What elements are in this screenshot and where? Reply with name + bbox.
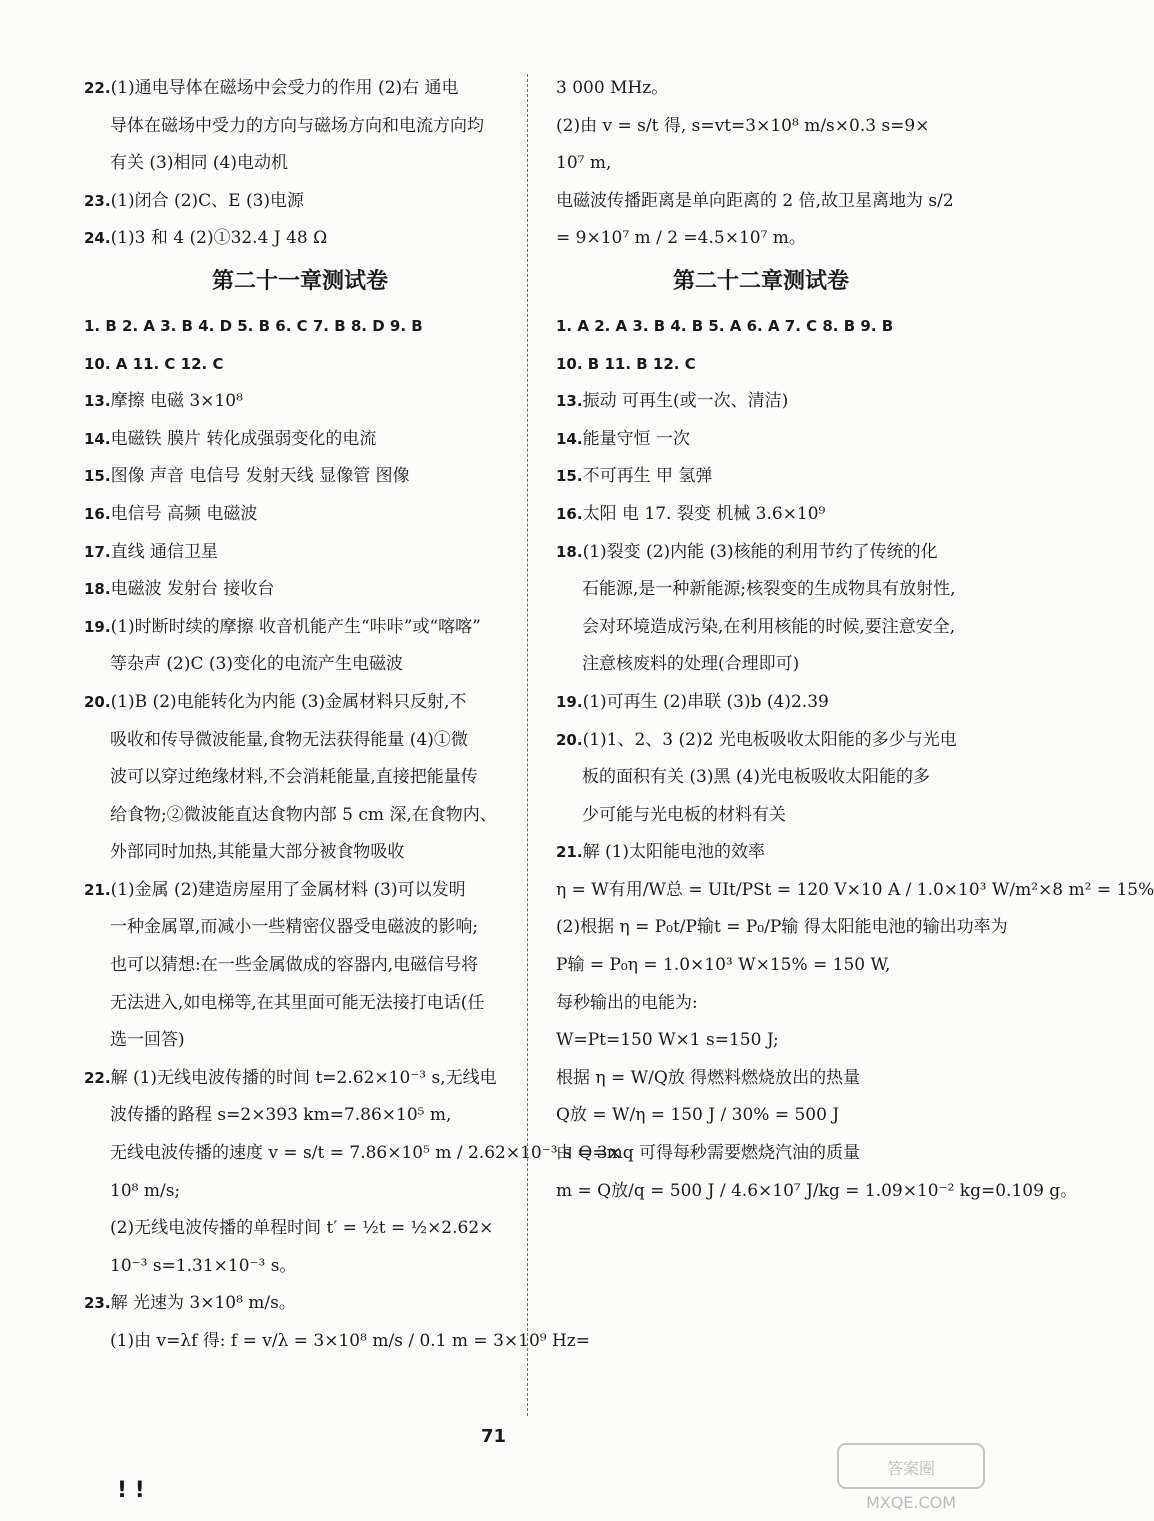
answer-line — [556, 834, 966, 872]
answer-text: 每秒输出的电能为: — [556, 992, 698, 1013]
answer-text: 选一回答) — [110, 1030, 185, 1051]
answer-text: 波传播的路程 s=2×393 km=7.86×10⁵ m, — [110, 1105, 452, 1126]
answer-line — [84, 872, 516, 910]
answer-text: 10⁷ m, — [556, 153, 612, 174]
answer-text: 解 光速为 3×10⁸ m/s。 — [110, 1293, 296, 1314]
answer-line — [84, 1135, 622, 1173]
answer-line — [556, 458, 966, 496]
answer-text: 由 Q=mq 可得每秒需要燃烧汽油的质量 — [556, 1143, 860, 1164]
watermark-logo — [836, 1440, 986, 1514]
question-number: 13. — [556, 392, 583, 411]
question-number: 13. — [84, 392, 111, 411]
question-number: 15. — [84, 467, 111, 486]
answer-text: (1)1、2、3 (2)2 光电板吸收太阳能的多少与光电 — [582, 729, 957, 750]
answer-text: 波可以穿过绝缘材料,不会消耗能量,直接把能量传 — [110, 767, 478, 788]
answer-text: 根据 η = W/Q放 得燃料燃烧放出的热量 — [556, 1067, 861, 1088]
question-number: 22. — [84, 1068, 111, 1087]
answer-text: (1)3 和 4 (2)①32.4 J 48 Ω — [110, 228, 328, 249]
answer-text: 石能源,是一种新能源;核裂变的生成物具有放射性, — [582, 579, 956, 600]
answer-text: (1)由 v=λf 得: f = v/λ = 3×10⁸ m/s / 0.1 m = 3×10⁹ Hz= — [110, 1331, 591, 1351]
answer-text: (2)无线电波传播的单程时间 t′ = ½t = ½×2.62× — [110, 1218, 494, 1239]
answer-text: 电磁波传播距离是单向距离的 2 倍,故卫星离地为 s/2 — [556, 190, 954, 211]
answer-line — [84, 646, 516, 684]
answer-line — [556, 220, 966, 258]
page-number: 71 — [481, 1426, 507, 1447]
answer-line — [556, 571, 966, 609]
answer-text: W=Pt=150 W×1 s=150 J; — [556, 1030, 779, 1051]
answer-line — [84, 308, 516, 346]
answer-text: 注意核废料的处理(合理即可) — [582, 654, 800, 675]
question-number: 20. — [556, 730, 583, 749]
answer-line — [84, 722, 516, 760]
answer-line — [84, 496, 516, 534]
answer-line — [556, 684, 966, 722]
question-number: 21. — [84, 880, 111, 899]
answer-text: 电磁波 发射台 接收台 — [110, 579, 275, 600]
answer-text: 少可能与光电板的材料有关 — [582, 804, 786, 825]
answer-text: 能量守恒 一次 — [582, 428, 690, 449]
answer-line — [556, 646, 966, 684]
answer-line — [84, 909, 516, 947]
question-number: 16. — [84, 504, 111, 523]
answer-line — [84, 1248, 516, 1286]
answer-line — [556, 872, 1154, 910]
answer-text: 吸收和传导微波能量,食物无法获得能量 (4)①微 — [110, 729, 468, 750]
answer-text: 10⁻³ s=1.31×10⁻³ s。 — [110, 1255, 297, 1276]
answer-line — [84, 346, 516, 384]
answer-line — [84, 108, 516, 146]
question-number: 20. — [84, 692, 111, 711]
answer-text: 有关 (3)相同 (4)电动机 — [110, 153, 288, 174]
answer-line — [556, 308, 966, 346]
answer-text: (1)闭合 (2)C、E (3)电源 — [110, 190, 305, 211]
answer-text: 10⁸ m/s; — [110, 1180, 181, 1201]
section-title: 第二十一章测试卷 — [211, 268, 388, 294]
answer-text: P输 = P₀η = 1.0×10³ W×15% = 150 W, — [556, 955, 891, 976]
question-number: 19. — [84, 617, 111, 636]
answer-line — [556, 346, 966, 384]
answer-text: (1)可再生 (2)串联 (3)b (4)2.39 — [582, 691, 829, 712]
answer-text: 也可以猜想:在一些金属做成的容器内,电磁信号将 — [110, 955, 479, 976]
answer-line — [84, 797, 516, 835]
answer-line — [556, 759, 966, 797]
question-number: 14. — [556, 429, 583, 448]
answer-line — [556, 1060, 966, 1098]
section-title: 第二十二章测试卷 — [672, 268, 849, 294]
question-number: 18. — [556, 542, 583, 561]
answer-line — [84, 421, 516, 459]
answer-text: 不可再生 甲 氢弹 — [582, 466, 713, 487]
answer-text: 板的面积有关 (3)黑 (4)光电板吸收太阳能的多 — [582, 767, 930, 788]
answer-text: 10. A 11. C 12. C — [84, 354, 224, 373]
answer-text: Q放 = W/η = 150 J / 30% = 500 J — [556, 1105, 840, 1126]
answer-text: 摩擦 电磁 3×10⁸ — [110, 391, 243, 412]
answer-line — [84, 220, 516, 258]
answer-text: 会对环境造成污染,在利用核能的时候,要注意安全, — [582, 616, 956, 637]
answer-line — [84, 985, 516, 1023]
question-number: 17. — [84, 542, 111, 561]
answer-text: η = W有用/W总 = UIt/PSt = 120 V×10 A / 1.0×10³ W/m²×8 m² = 15% — [556, 879, 1154, 900]
question-number: 21. — [556, 843, 583, 862]
footer-mark: ! ! — [117, 1478, 145, 1503]
answer-text: 太阳 电 17. 裂变 机械 3.6×10⁹ — [582, 503, 826, 524]
answer-text: 3 000 MHz。 — [556, 78, 669, 98]
answer-line — [84, 1210, 516, 1248]
answer-line — [84, 947, 516, 985]
answer-text: (2)由 v = s/t 得, s=vt=3×10⁸ m/s×0.3 s=9× — [556, 115, 930, 136]
answer-text: 直线 通信卫星 — [110, 541, 218, 562]
answer-line — [556, 183, 966, 221]
question-number: 23. — [84, 1294, 111, 1313]
answer-line — [556, 1173, 1078, 1211]
question-number: 15. — [556, 467, 583, 486]
answer-text: 给食物;②微波能直达食物内部 5 cm 深,在食物内、 — [110, 804, 497, 825]
answer-line — [84, 834, 516, 872]
answer-line — [556, 145, 966, 183]
answer-text: = 9×10⁷ m / 2 =4.5×10⁷ m。 — [556, 228, 806, 249]
answer-line — [556, 909, 1008, 947]
answer-line — [84, 1097, 516, 1135]
right-column — [556, 70, 1154, 1210]
answer-line — [556, 1022, 966, 1060]
question-number: 23. — [84, 191, 111, 210]
answer-line — [84, 383, 516, 421]
answer-line — [556, 70, 966, 108]
answer-line — [84, 1173, 516, 1211]
answer-text: (1)通电导体在磁场中会受力的作用 (2)右 通电 — [110, 78, 459, 98]
answer-line — [84, 534, 516, 572]
answer-text: 导体在磁场中受力的方向与磁场方向和电流方向均 — [110, 115, 484, 136]
answer-text: (1)裂变 (2)内能 (3)核能的利用节约了传统的化 — [582, 541, 938, 562]
answer-line — [84, 70, 516, 108]
answer-text: 一种金属罩,而减小一些精密仪器受电磁波的影响; — [110, 917, 479, 938]
answer-text: 1. A 2. A 3. B 4. B 5. A 6. A 7. C 8. B 9. B — [556, 316, 894, 335]
answer-line — [84, 684, 516, 722]
answer-line — [84, 145, 516, 183]
question-number: 19. — [556, 692, 583, 711]
answer-line — [556, 108, 966, 146]
answer-line — [84, 1323, 591, 1361]
answer-line — [84, 609, 516, 647]
answer-text: (1)B (2)电能转化为内能 (3)金属材料只反射,不 — [110, 691, 467, 712]
answer-line — [84, 1022, 516, 1060]
column-divider — [527, 74, 528, 1416]
answer-text: 振动 可再生(或一次、清洁) — [582, 391, 789, 412]
answer-line — [84, 1060, 516, 1098]
answer-line — [556, 534, 966, 572]
answer-line — [84, 183, 516, 221]
answer-text: 电信号 高频 电磁波 — [110, 503, 258, 524]
answer-text: 等杂声 (2)C (3)变化的电流产生电磁波 — [110, 654, 403, 675]
answer-text: (2)根据 η = P₀t/P输t = P₀/P输 得太阳能电池的输出功率为 — [556, 917, 1008, 938]
question-number: 24. — [84, 229, 111, 248]
answer-line — [556, 383, 966, 421]
answer-text: 无线电波传播的速度 v = s/t = 7.86×10⁵ m / 2.62×10⁻³ s = 3× — [110, 1143, 622, 1164]
answer-line — [84, 571, 516, 609]
answer-text: 解 (1)太阳能电池的效率 — [582, 842, 766, 863]
question-number: 22. — [84, 79, 111, 97]
answer-line — [556, 421, 966, 459]
answer-text: (1)时断时续的摩擦 收音机能产生“咔咔”或“喀喀” — [110, 616, 481, 637]
answer-text: 解 (1)无线电波传播的时间 t=2.62×10⁻³ s,无线电 — [110, 1067, 497, 1088]
answer-text: 无法进入,如电梯等,在其里面可能无法接打电话(任 — [110, 992, 485, 1013]
answer-line — [84, 458, 516, 496]
answer-text: 1. B 2. A 3. B 4. D 5. B 6. C 7. B 8. D 9. B — [84, 316, 423, 335]
question-number: 14. — [84, 429, 111, 448]
answer-line — [556, 496, 966, 534]
answer-text: 电磁铁 膜片 转化成强弱变化的电流 — [110, 428, 377, 449]
question-number: 18. — [84, 580, 111, 599]
question-number: 16. — [556, 504, 583, 523]
answer-line — [556, 797, 966, 835]
answer-line — [556, 1097, 966, 1135]
answer-line — [556, 985, 966, 1023]
answer-line — [556, 1135, 966, 1173]
answer-text: 图像 声音 电信号 发射天线 显像管 图像 — [110, 466, 410, 487]
answer-line — [556, 722, 966, 760]
watermark-main: 答案圈 — [886, 1459, 936, 1478]
answer-line — [84, 1285, 516, 1323]
answer-text: 10. B 11. B 12. C — [556, 354, 696, 373]
answer-line — [556, 947, 966, 985]
answer-line — [84, 759, 516, 797]
answer-text: m = Q放/q = 500 J / 4.6×10⁷ J/kg = 1.09×10⁻² kg=0.109 g。 — [556, 1180, 1078, 1201]
watermark-sub: MXQE.COM — [865, 1493, 957, 1512]
answer-line — [556, 609, 966, 647]
answer-text: (1)金属 (2)建造房屋用了金属材料 (3)可以发明 — [110, 879, 466, 900]
answer-text: 外部同时加热,其能量大部分被食物吸收 — [110, 842, 405, 863]
